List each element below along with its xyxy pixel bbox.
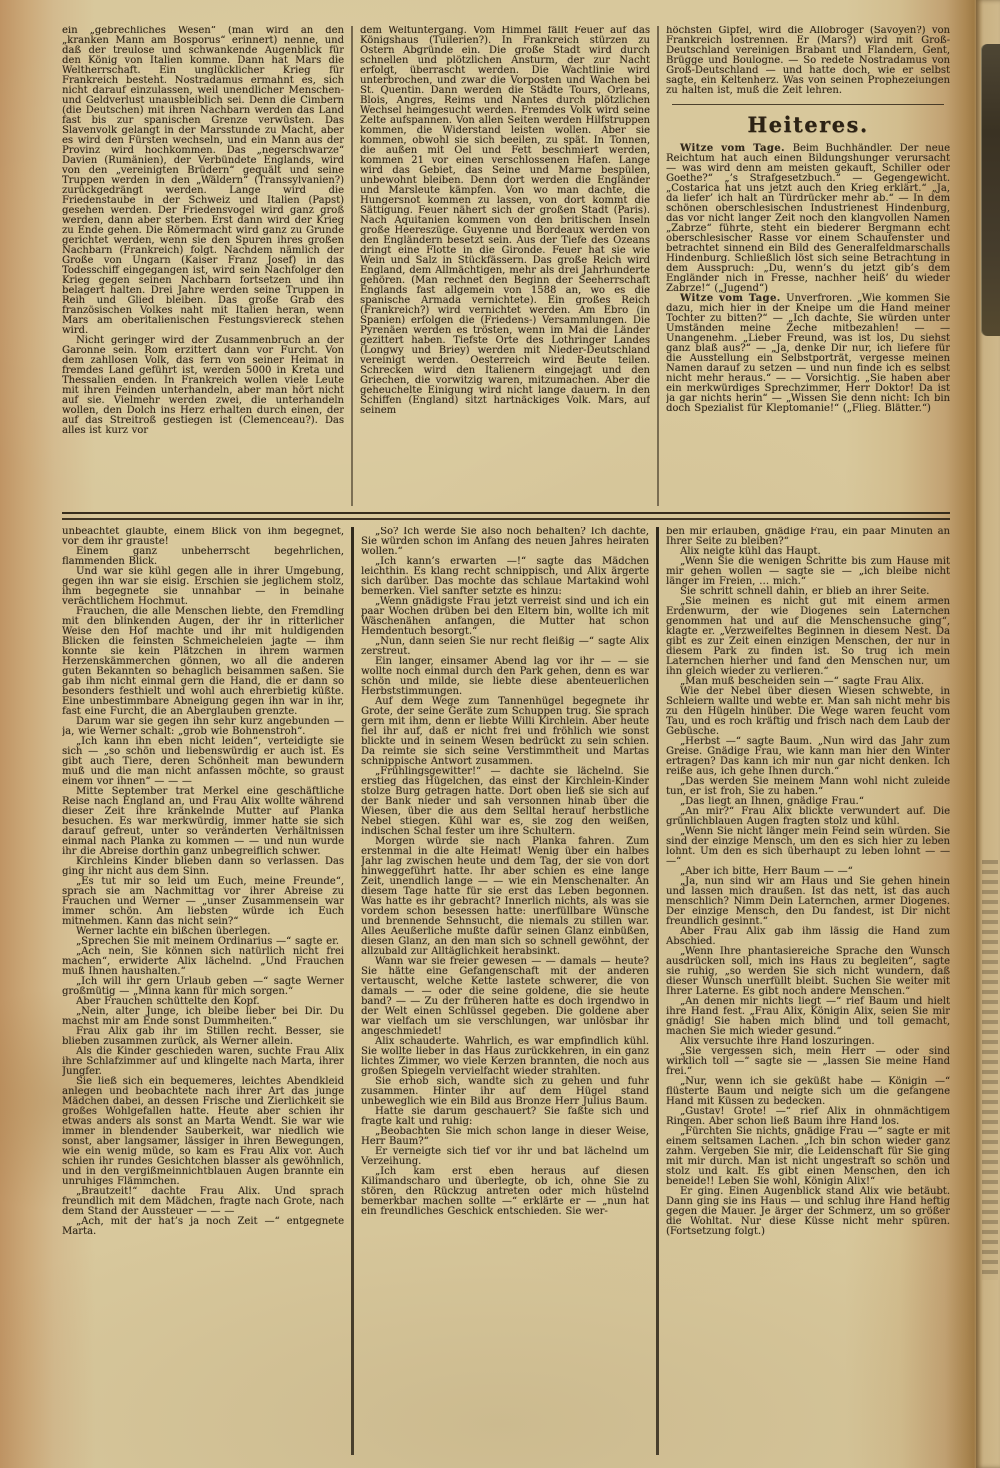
paragraph: Kirchleins Kinder blieben dann so verlassen. Das ging ihr nicht aus dem Sinn. (62, 856, 344, 877)
paragraph: Frau Alix gab ihr im Stillen recht. Besser, sie blieben zusammen zurück, als Werner allein. (62, 1026, 344, 1047)
paragraph: „Wenn Sie nicht länger mein Feind sein würden. Sie sind der einzige Mensch, um den es sich hier zu leben lohnt. Um den es sich überhaupt zu leben lohnt — — —“ (666, 826, 950, 867)
feuilleton-separator-rule (62, 512, 950, 520)
paragraph: „An mir?“ Frau Alix blickte verwundert auf. Die grünlichblauen Augen fragten stolz und kühl. (666, 806, 950, 827)
paragraph: „Man muß bescheiden sein —“ sagte Frau Alix. (680, 676, 925, 687)
humor-section-title: Heiteres. (747, 112, 869, 137)
paragraph: Aber Frau Alix gab ihm lässig die Hand zum Abschied. (666, 926, 950, 947)
paragraph: „Ach, mit der hat’s ja noch Zeit —“ entgegnete Marta. (62, 1216, 344, 1237)
paragraph: „Ich kam erst eben heraus auf diesen Kilimandscharo und überlegte, ob ich, ohne Sie zu stören, den Rückzug antreten oder mich hüstelnd bemerkbar machen sollte —“ erklärte er — „nun hat ein freundliches Geschick entschieden. Sie wer- (361, 1166, 649, 1217)
page-content (62, 26, 950, 1455)
paragraph: Mitte September trat Merkel eine geschäftliche Reise nach England an, und Frau Alix wollte während dieser Zeit ihre kränkelnde Mutter auf Planka besuchen. Es war merkwürdig, immer hatte sie sich darauf gefreut, unter so veränderten Verhältnissen einmal nach Planka zu kommen — — und nun wurde ihr die Abreise dorthin ganz unbegreiflich schwer. (62, 786, 344, 857)
paragraph: Werner lachte ein bißchen überlegen. (76, 926, 271, 937)
paragraph: „Ja, nun sind wir am Haus und Sie gehen hinein und lassen mich draußen. Ist das nett, ist das auch menschlich? Nimm Dein Laternchen, armer Diogenes. Der einzige Mensch, den Du fandest, ist Dir nicht freundlich gesinnt.“ (666, 876, 950, 927)
prophecy-column-2 (360, 26, 650, 506)
paragraph: unbeachtet glaubte, einem Blick von ihm begegnet, vor dem ihr grauste! (62, 527, 344, 547)
paragraph: ein „gebrechliches Wesen“ (man wird an den „kranken Mann am Bosporus“ erinnert) nenne, und daß der treulose und schwankende Augenblick für den König von Italien komme. Dann hat Mars die Weltherrschaft. Ein unglücklicher Krieg für Frankreich besteht. Nostradamus ermahnt es, sich nicht darauf einzulassen, weil unendlicher Menschen- und Geldverlust unausbleiblich sei. Denn die Cimbern (die Deutschen) mit ihren Nachbarn werden das Land fast bis zur spanischen Grenze verwüsten. Das Slavenvolk gelangt in der Marsstunde zu Macht, aber es wird den Fürsten wechseln, und ein Mann aus der Provinz wird hochkommen. Das „negerschwarze“ Davien (Rumänien), der Verbündete Englands, wird von den „vereinigten Brüdern“ gequält und seine Truppen werden in den „Wäldern“ (Transsylvanien?) zurückgedrängt werden. Lange wird die Friedenstaube in der Schweiz und Italien (Papst) gesehen werden. Der Friedensvogel wird ganz groß werden, dann aber sterben. Erst dann wird der Krieg zu Ende gehen. Die Römermacht wird ganz zu Grunde gerichtet werden, wenn sie den Spuren ihres großen Nachbarn (Frankreich) folgt. Nachdem nämlich der Große von Ungarn (Kaiser Franz Josef) in das Todesschiff eingegangen ist, wird sein Nachfolger den Krieg gegen seinen Nachbarn fortsetzen und ihn belagert halten. Drei Jahre werden seine Truppen in Reih und Glied bleiben. Das große Grab des französischen Volkes naht mit Italien heran, wenn Mars am oberitalienischen Festungsviereck stehen wird. (62, 26, 344, 336)
paragraph: „Es tut mir so leid um Euch, meine Freunde“, sprach sie am Nachmittag vor ihrer Abreise zu Frauchen und Werner — „unser Zusammensein war immer schön. Am liebsten würde ich Euch mitnehmen. Kann das nicht sein?“ (62, 876, 344, 927)
paragraph: „Aber ich bitte, Herr Baum — —“ (680, 866, 853, 877)
paragraph: Sie schritt schnell dahin, er blieb an ihrer Seite. (680, 586, 930, 597)
article-end-rule (672, 104, 944, 105)
paragraph: „So? Ich werde Sie also noch behalten? Ich dachte, Sie würden schon im Anfang des neuen Jahres heiraten wollen.“ (361, 527, 649, 557)
humor-section-body (666, 144, 950, 414)
paragraph: „Nun, dann seien Sie nur recht fleißig —“ sagte Alix zerstreut. (361, 636, 649, 657)
novel-column-2 (361, 527, 649, 1455)
paragraph: Morgen würde sie nach Planka fahren. Zum erstenmal in die alte Heimat! Wenig über ein halbes Jahr lag zwischen heute und dem Tag, der sie von dort hinweggeführt hatte. Ihr aber schien es eine lange Zeit, unendlich lange — — wie ein Menschenalter. An diesem Tage hatte für sie erst das Leben begonnen. Was hatte es ihr gebracht? Innerlich nichts, als was sie vordem schon besessen hatte: unerfüllbare Wünsche und brennende Sehnsucht, die niemals zu stillen war. Alles Aeußerliche mußte dafür seinen Glanz einbüßen, diesen Glanz, an den man sich so schnell gewöhnt, der allzubald zur Alltäglichkeit herabsinkt. (361, 836, 649, 957)
paragraph: Alix neigte kühl das Haupt. (680, 546, 821, 557)
paragraph: Als die Kinder geschieden waren, suchte Frau Alix ihre Schlafzimmer auf und klingelte nach Marta, ihrer Jungfer. (62, 1046, 344, 1077)
paragraph: Frauchen, die alle Menschen liebte, den Fremdling mit den blinkenden Augen, der ihr in ritterlicher Weise den Hof machte und ihr mit huldigenden Blicken die feinsten Schmeicheleien jagte — ihm konnte sie kein Plätzchen in ihrem warmen Herzenskämmerchen gönnen, wo all die anderen guten Bekannten so behaglich beisammen saßen. Sie gab ihm nicht einmal gern die Hand, die er dann so besonders festhielt und wohl auch ehrerbietig küßte. Eine unbestimmbare Abneigung gegen ihn war in ihr, fast eine Furcht, die an Aberglauben grenzte. (62, 606, 344, 717)
paragraph: „Ich kann ihn eben nicht leiden“, verteidigte sie sich — „so schön und liebenswürdig er auch ist. Es gibt auch Tiere, deren Schönheit man bewundern muß und die man nicht anfassen möchte, so graust einem vor ihnen“ — — — (62, 736, 344, 787)
paragraph: „Fürchten Sie nichts, gnädige Frau —“ sagte er mit einem seltsamen Lachen. „Ich bin schon wieder ganz zahm. Vergeben Sie mir, die Leidenschaft für Sie ging mit mir durch. Man ist nicht ungestraft so schön und stolz und kalt. Es gibt einen Menschen, den ich beneide!! Leben Sie wohl, Königin Alix!“ (666, 1126, 950, 1187)
paragraph: „Ach nein, Sie können sich natürlich nicht frei machen“, erwiderte Alix lächelnd. „Und Frauchen muß Ihnen haushalten.“ (62, 946, 344, 977)
adjacent-page-sliver (976, 0, 1000, 1468)
paragraph: „Brautzeit!“ dachte Frau Alix. Und sprach freundlich mit dem Mädchen, fragte nach Grote, nach dem Stand der Aussteuer — — — (62, 1186, 344, 1217)
paragraph: Er verneigte sich tief vor ihr und bat lächelnd um Verzeihung. (361, 1146, 649, 1167)
paragraph: Auf dem Wege zum Tannenhügel begegnete ihr Grote, der seine Geräte zum Schuppen trug. Sie sprach gern mit ihm, denn er liebte Willi Kirchlein. Aber heute fiel ihr auf, daß er nicht frei und fröhlich wie sonst blickte und in seinem Wesen bedrückt zu sein schien. Da reimte sie sich seine Verstimmtheit und Martas schnippische Antwort zusammen. (361, 696, 649, 767)
paragraph: Sie ließ sich ein bequemeres, leichtes Abendkleid anlegen und beobachtete nach ihrer Art das junge Mädchen dabei, an dessen Frische und Zierlichkeit sie großes Wohlgefallen hatte. Heute aber schien ihr etwas anders als sonst an Marta Wendt. Sie war wie immer in blendender Sauberkeit, war niedlich wie sonst, aber langsamer, lässiger in ihren Bewegungen, wie ein wenig müde, so kam es Frau Alix vor. Auch schien ihr rundes Gesichtchen blasser als gewöhnlich, und in den vergißmeinnichtblauen Augen brannte ein unruhiges Flämmchen. (62, 1076, 344, 1187)
paragraph: dem Weltuntergang. Vom Himmel fällt Feuer auf das Königshaus (Tuilerien?). In Frankreich stürzen zu Ostern Abgründe ein. Die große Stadt wird durch schnellen und plötzlichen Ansturm, der zur Nacht erfolgt, überrascht werden. Die Wachtlinie wird unterbrochen, und zwar die Vorposten und Wachen bei St. Quentin. Dann werden die Städte Tours, Orleans, Blois, Angres, Reims und Nantes durch plötzlichen Wechsel heimgesucht werden. Fremdes Volk wird seine Zelte aufspannen. Von allen Seiten werden Hilfstruppen kommen, die Widerstand leisten wollen. Aber sie kommen, obwohl sie sich beeilen, zu spät. In Tonnen, die außen mit Oel und Fett beschmiert werden, kommen 21 vor einen verschlossenen Hafen. Lange wird das Gebiet, das Seine und Marne bespülen, unbewohnt bleiben. Denn dort werden die Engländer und Marsleute kämpfen. Von wo man dachte, die Hungersnot kommen zu lassen, von dort kommt die Sättigung. Feuer nähert sich der großen Stadt (Paris). Nach Aquitanien kommen von den britischen Inseln große Heereszüge. Guyenne und Bordeaux werden von den Engländern besetzt sein. Aus der Tiefe des Ozeans dringt eine Flotte in die Gironde. Feuer hat sie wie Wein und Salz in Stückfässern. Das große Reich wird England, dem Allmächtigen, mehr als drei Jahrhunderte gehören. (Man rechnet den Beginn der Seeherrschaft Englands fast allgemein von 1588 an, wo es die spanische Armada vernichtete). Ein großes Reich (Frankreich?) wird vernichtet werden. Am Ebro (in Spanien) erfolgen die (Friedens-) Versammlungen. Die Pyrenäen werden es trösten, wenn im Mai die Länder gezittert haben. Tiefste Orte des Lothringer Landes (Longwy und Briey) werden mit Nieder-Deutschland vereinigt werden. Oesterreich wird Beute teilen. Schrecken wird den Italienern eingejagt und den Griechen, die vorwitzig waren, mitzumachen. Aber die geheuchelte Einigung wird nicht lange dauern. In den Schiffen (England) sitzt hartnäckiges Volk. Mars, auf seinem (360, 26, 650, 416)
paragraph: „Sprechen Sie mit meinem Ordinarius —“ sagte er. (76, 936, 339, 947)
novel-column-3 (666, 527, 950, 1455)
paragraph: Alix schauderte. Wahrlich, es war empfindlich kühl. Sie wollte lieber in das Haus zurückkehren, in ein ganz lichtes Zimmer, wo viele Kerzen brannten, die noch aus großen Spiegeln vervielfacht wieder strahlten. (361, 1036, 649, 1077)
paragraph-lead: Witze vom Tage. (680, 143, 793, 154)
column-rule (351, 26, 353, 506)
paragraph: „Ich will ihr gern Urlaub geben —“ sagte Werner großmütig — „Minna kann für mich sorgen.“ (62, 976, 344, 997)
paragraph: Wann war sie freier gewesen — — damals — heute? Sie hätte eine Gefangenschaft mit der anderen vertauscht, welche Kette lastete schwerer, die von damals — — oder die seine goldene, die sie heute band? — — Zu der früheren hatte es doch irgendwo in der Welt einen Schlüssel gegeben. Die goldene aber war vielfach um sie verschlungen, war unlösbar ihr angeschmiedet! (361, 956, 649, 1037)
column-rule-heavy (656, 527, 659, 1455)
column-rule (657, 26, 659, 506)
adjacent-page-illustration (981, 44, 1000, 336)
paragraph: Und war sie kühl gegen alle in ihrer Umgebung, gegen ihn war sie eisig. Erschien sie jeglichem stolz, ihm begegnete sie unnahbar — in beinahe verächtlichem Hochmut. (62, 566, 344, 607)
paragraph: Witze vom Tage. Unverfroren. „Wie kommen Sie dazu, mich hier in der Kneipe um die Hand meiner Tochter zu bitten?“ — „Ich dachte, Sie würden unter Umständen meine Zeche mitbezahlen! — — Unangenehm. „Lieber Freund, was ist los, Du siehst ganz blaß aus?“ — „Ja, denke Dir nur, ich liefere für die Ausstellung ein Selbstporträt, vergesse meinen Namen darauf zu setzen — und nun finde ich es selbst nicht mehr heraus.“ — — Vorsichtig. „Sie haben aber ein merkwürdiges Sprechzimmer, Herr Doktor! Da ist ja gar nichts herin“ — „Wissen Sie denn nicht: Ich bin doch Spezialist für Kleptomanie!“ („Flieg. Blätter.“) (666, 293, 950, 414)
adjacent-page-text-fragments (982, 860, 998, 1280)
column-rule-heavy (351, 527, 354, 1455)
prophecy-article-ending (666, 26, 950, 96)
paragraph: Er ging. Einen Augenblick stand Alix wie betäubt. Dann ging sie ins Haus — und schlug ihre Hand heftig gegen die Mauer. Je ärger der Schmerz, um so größer die Wohltat. Nur diese Küsse nicht mehr spüren. (Fortsetzung folgt.) (666, 1186, 950, 1237)
paragraph: Darum war sie gegen ihn sehr kurz angebunden — ja, wie Werner schalt: „grob wie Bohnenstroh“. (62, 716, 344, 737)
paragraph: Sie erhob sich, wandte sich zu gehen und fuhr zusammen. Hinter ihr auf dem Hügel stand unbeweglich wie ein Bild aus Bronze Herr Julius Baum. (361, 1076, 649, 1107)
paragraph: „Ich kann’s erwarten —!“ sagte das Mädchen leichthin. Es klang recht schnippisch, und Alix ärgerte sich darüber. Das mochte das schlaue Martakind wohl bemerken. Viel sanfter setzte es hinzu: (361, 556, 649, 597)
paragraph: Ein langer, einsamer Abend lag vor ihr — — sie wollte noch einmal durch den Park gehen, denn es war schön und milde, sie liebte diese abenteuerlichen Herbststimmungen. (361, 656, 649, 697)
paragraph: „Nur, wenn ich sie geküßt habe — Königin —“ flüsterte Baum und neigte sich um die gefangene Hand mit Küssen zu bedecken. (666, 1076, 950, 1107)
paragraph: „Gustav! Grote! —“ rief Alix in ohnmächtigem Ringen. Aber schon ließ Baum ihre Hand los. (666, 1106, 950, 1127)
paragraph: „Sie meinen es nicht gut mit einem armen Erdenwurm, der wie Diogenes sein Laternchen genommen hat und auf die Menschensuche ging“, klagte er. „Verzweifeltes Beginnen in diesem Nest. Da gibt es zur Zeit einen einzigen Menschen, der nur in diesem Park zu finden ist. So trug ich mein Laternchen hierher und fand den Menschen nur, um ihn gleich wieder zu verlieren.“ (666, 596, 950, 677)
paragraph: Nicht geringer wird der Zusammenbruch an der Garonne sein. Rom erzittert dann vor Furcht. Von dem zahllosen Volk, das fern von seiner Heimat in fremdes Land geführt ist, werden 5000 in Kreta und Thessalien enden. In Frankreich wollen viele Leute mit ihren Feinden unterhandeln, aber man hört nicht auf sie. Vielmehr werden zwei, die unterhandeln wollen, den Dolch ins Herz erhalten durch einen, der auf das Streitroß gestiegen ist (Clemenceau?). Das alles ist kurz vor (62, 335, 344, 436)
paragraph: Wie der Nebel über diesen Wiesen schwebte, in Schleiern wallte und webte er. Man sah nicht mehr bis zu den Hügeln hinüber. Die Wege waren feucht vom Tau, und es roch kräftig und frisch nach dem Laub der Gebüsche. (666, 686, 950, 737)
prophecy-column-1 (62, 26, 344, 506)
paragraph: „Wenn Ihre phantasiereiche Sprache den Wunsch ausdrücken soll, mich ins Haus zu begleiten“, sagte sie ruhig, „so werden Sie sich nicht wundern, daß dieser Wunsch unerfüllt bleibt. Suchen Sie weiter mit Ihrer Laterne. Es gibt noch andere Menschen.“ (666, 946, 950, 997)
paragraph: „Beobachten Sie mich schon lange in dieser Weise, Herr Baum?“ (361, 1126, 649, 1147)
paragraph: „Sie vergessen sich, mein Herr — oder sind wirklich toll —“ sagte sie — „lassen Sie meine Hand frei.“ (666, 1046, 950, 1077)
paragraph: Einem ganz unbeherrscht begehrlichen, flammenden Blick. (62, 546, 344, 567)
paragraph: „Wenn Sie die wenigen Schritte bis zum Hause mit mir gehen wollen — sagte sie — „ich bleibe nicht länger im Freien, … mich.“ (666, 556, 950, 587)
paragraph-lead: Witze vom Tage. (680, 293, 787, 304)
paragraph: „Das werden Sie meinem Mann wohl nicht zuleide tun, er ist froh, Sie zu haben.“ (666, 776, 950, 797)
paragraph: „Wenn gnädigste Frau jetzt verreist sind und ich ein paar Wochen drüben bei den Eltern bin, wollte ich mit Wäschenähen anfangen, die Mutter hat schon Hemdentuch besorgt.“ (361, 596, 649, 637)
novel-column-1 (62, 527, 344, 1455)
paragraph: Hatte sie darum geschauert? Sie faßte sich und fragte kalt und ruhig: (361, 1106, 649, 1127)
paragraph: Aber Frauchen schüttelte den Kopf. (76, 996, 260, 1007)
humor-column (666, 26, 950, 506)
prophecy-article-section (62, 26, 950, 506)
paragraph: ben mir erlauben, gnädige Frau, ein paar Minuten an Ihrer Seite zu bleiben?“ (666, 527, 950, 547)
paragraph: höchsten Gipfel, wird die Allobroger (Savoyen?) von Frankreich lostrennen. Er (Mars?) wird mit Groß-Deutschland vereinigen Brabant und Flandern, Gent, Brügge und Boulogne. — So redete Nostradamus von Groß-Deutschland — und hatte doch, wie er selbst sagte, ein Keltenherz. Was von seinen Prophezeiungen zu halten ist, muß die Zeit lehren. (666, 26, 950, 96)
paragraph: Alix versuchte ihre Hand loszuringen. (680, 1036, 875, 1047)
paragraph: Witze vom Tage. Beim Buchhändler. Der neue Reichtum hat auch einen Bildungshunger verursacht — was wird denn am meisten gekauft, Schiller oder Goethe?“ „’s Strafgesetzbuch.“ — Gegengewicht. „Costarica hat uns jetzt auch den Krieg erklärt.“ „Ja, da liefer’ ich halt an Türdrücker mehr ab.“ — In dem schönen oberschlesischen Industrienest Hindenburg, das vor nicht langer Zeit noch den klangvollen Namen „Zabrze“ führte, steht ein biederer Bergmann echt oberschlesischer Rasse vor einem Schaufenster und betrachtet sinnend ein Bild des Generalfeldmarschalls Hindenburg. Schließlich löst sich seine Betrachtung in dem Ausspruch: „Du, wenn’s du jetzt gib’s dem Engländer nich in Fresse, nachher heiß’ du wieder Zabrze!“ („Jugend“) (666, 143, 950, 294)
paragraph: „Das liegt an Ihnen, gnädige Frau.“ (680, 796, 864, 807)
paragraph: „Frühlingsgewitter!“ — dachte sie lächelnd. Sie erstieg das Hügelchen, das einst der Kirchlein-Kinder stolze Burg getragen hatte. Dort oben ließ sie sich auf der Bank nieder und sah versonnen hinab über die Wiesen, über die aus dem Selltal herauf herbstliche Nebel stiegen. Kühl war es, sie zog den weißen, indischen Schal fester um ihre Schultern. (361, 766, 649, 837)
paragraph: „Herbst —“ sagte Baum. „Nun wird das Jahr zum Greise. Gnädige Frau, wie kann man hier den Winter ertragen? Das kann ich mir nun gar nicht denken. Ich reiße aus, ich gehe Ihnen durch.“ (666, 736, 950, 777)
paragraph: „An denen mir nichts liegt —“ rief Baum und hielt ihre Hand fest. „Frau Alix, Königin Alix, seien Sie mir gnädig! Sie haben mich blind und toll gemacht, machen Sie mich wieder gesund.“ (666, 996, 950, 1037)
paragraph: „Nein, alter Junge, ich bleibe lieber bei Dir. Du machst mir am Ende sonst Dummheiten.“ (62, 1006, 344, 1027)
serial-novel-section (62, 527, 950, 1455)
